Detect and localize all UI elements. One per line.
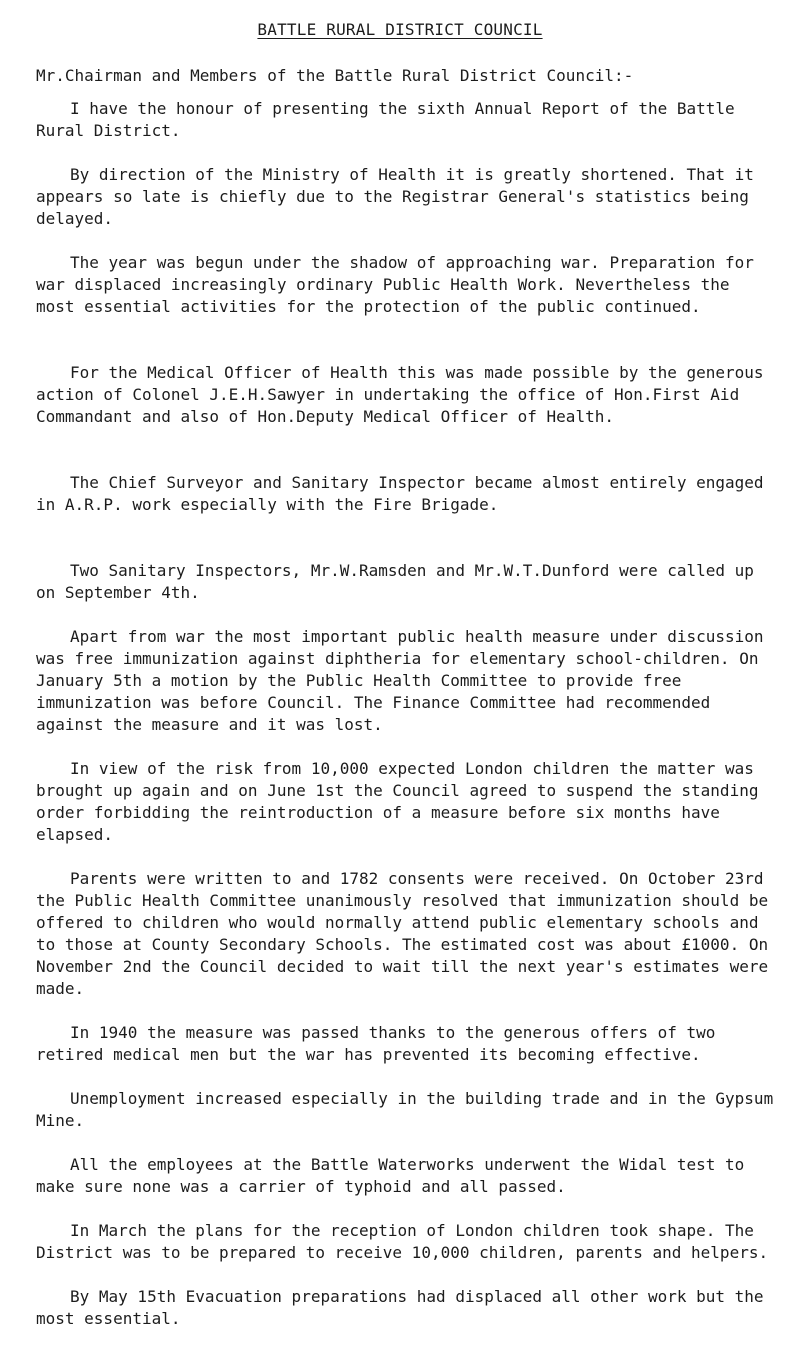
- paragraph-13: In March the plans for the reception of London children took shape. The District was to be prepared to receive 10,000 children, parents and helpers.: [36, 1221, 769, 1262]
- paragraph-6: Two Sanitary Inspectors, Mr.W.Ramsden and Mr.W.T.Dunford were called up on September 4th.: [36, 561, 754, 602]
- paragraph-2: By direction of the Ministry of Health it is greatly shortened. That it appears so late is chiefly due to the Registrar General's statistics being delayed.: [36, 165, 754, 228]
- paragraph-9: Parents were written to and 1782 consents were received. On October 23rd the Public Health Committee unanimously resolved that immunization should be offered to children who would normally attend public elementary schools and to those at County Secondary Schools. The estimated cost was about £1000. On November 2nd the Council decided to wait till the next year's estimates were made.: [36, 869, 769, 998]
- paragraph-8: In view of the risk from 10,000 expected London children the matter was brought up again and on June 1st the Council agreed to suspend the standing order forbidding the reintroduction of a measure before six months have elapsed.: [36, 759, 759, 844]
- paragraph-11: Unemployment increased especially in the building trade and in the Gypsum Mine.: [36, 1089, 774, 1130]
- document-title: BATTLE RURAL DISTRICT COUNCIL: [257, 20, 543, 39]
- paragraph-3: The year was begun under the shadow of approaching war. Preparation for war displaced increasingly ordinary Public Health Work. Nevertheless the most essential activities for the protection of the public continued.: [36, 253, 754, 316]
- paragraph-10: In 1940 the measure was passed thanks to the generous offers of two retired medical men but the war has prevented its becoming effective.: [36, 1023, 716, 1064]
- paragraph-1: I have the honour of presenting the sixth Annual Report of the Battle Rural District.: [36, 99, 735, 140]
- paragraph-7: Apart from war the most important public health measure under discussion was free immunization against diphtheria for elementary school-children. On January 5th a motion by the Public Health Committee to provide free immunization was before Council. The Finance Committee had recommended against the measure and it was lost.: [36, 627, 764, 734]
- paragraph-5: The Chief Surveyor and Sanitary Inspector became almost entirely engaged in A.R.P. work especially with the Fire Brigade.: [36, 473, 764, 514]
- salutation: Mr.Chairman and Members of the Battle Rural District Council:-: [36, 66, 634, 85]
- paragraph-4: For the Medical Officer of Health this was made possible by the generous action of Colonel J.E.H.Sawyer in undertaking the office of Hon.First Aid Commandant and also of Hon.Deputy Medical Officer of Health.: [36, 363, 764, 426]
- paragraph-14: By May 15th Evacuation preparations had displaced all other work but the most essential.: [36, 1287, 764, 1328]
- paragraph-12: All the employees at the Battle Waterworks underwent the Widal test to make sure none was a carrier of typhoid and all passed.: [36, 1155, 745, 1196]
